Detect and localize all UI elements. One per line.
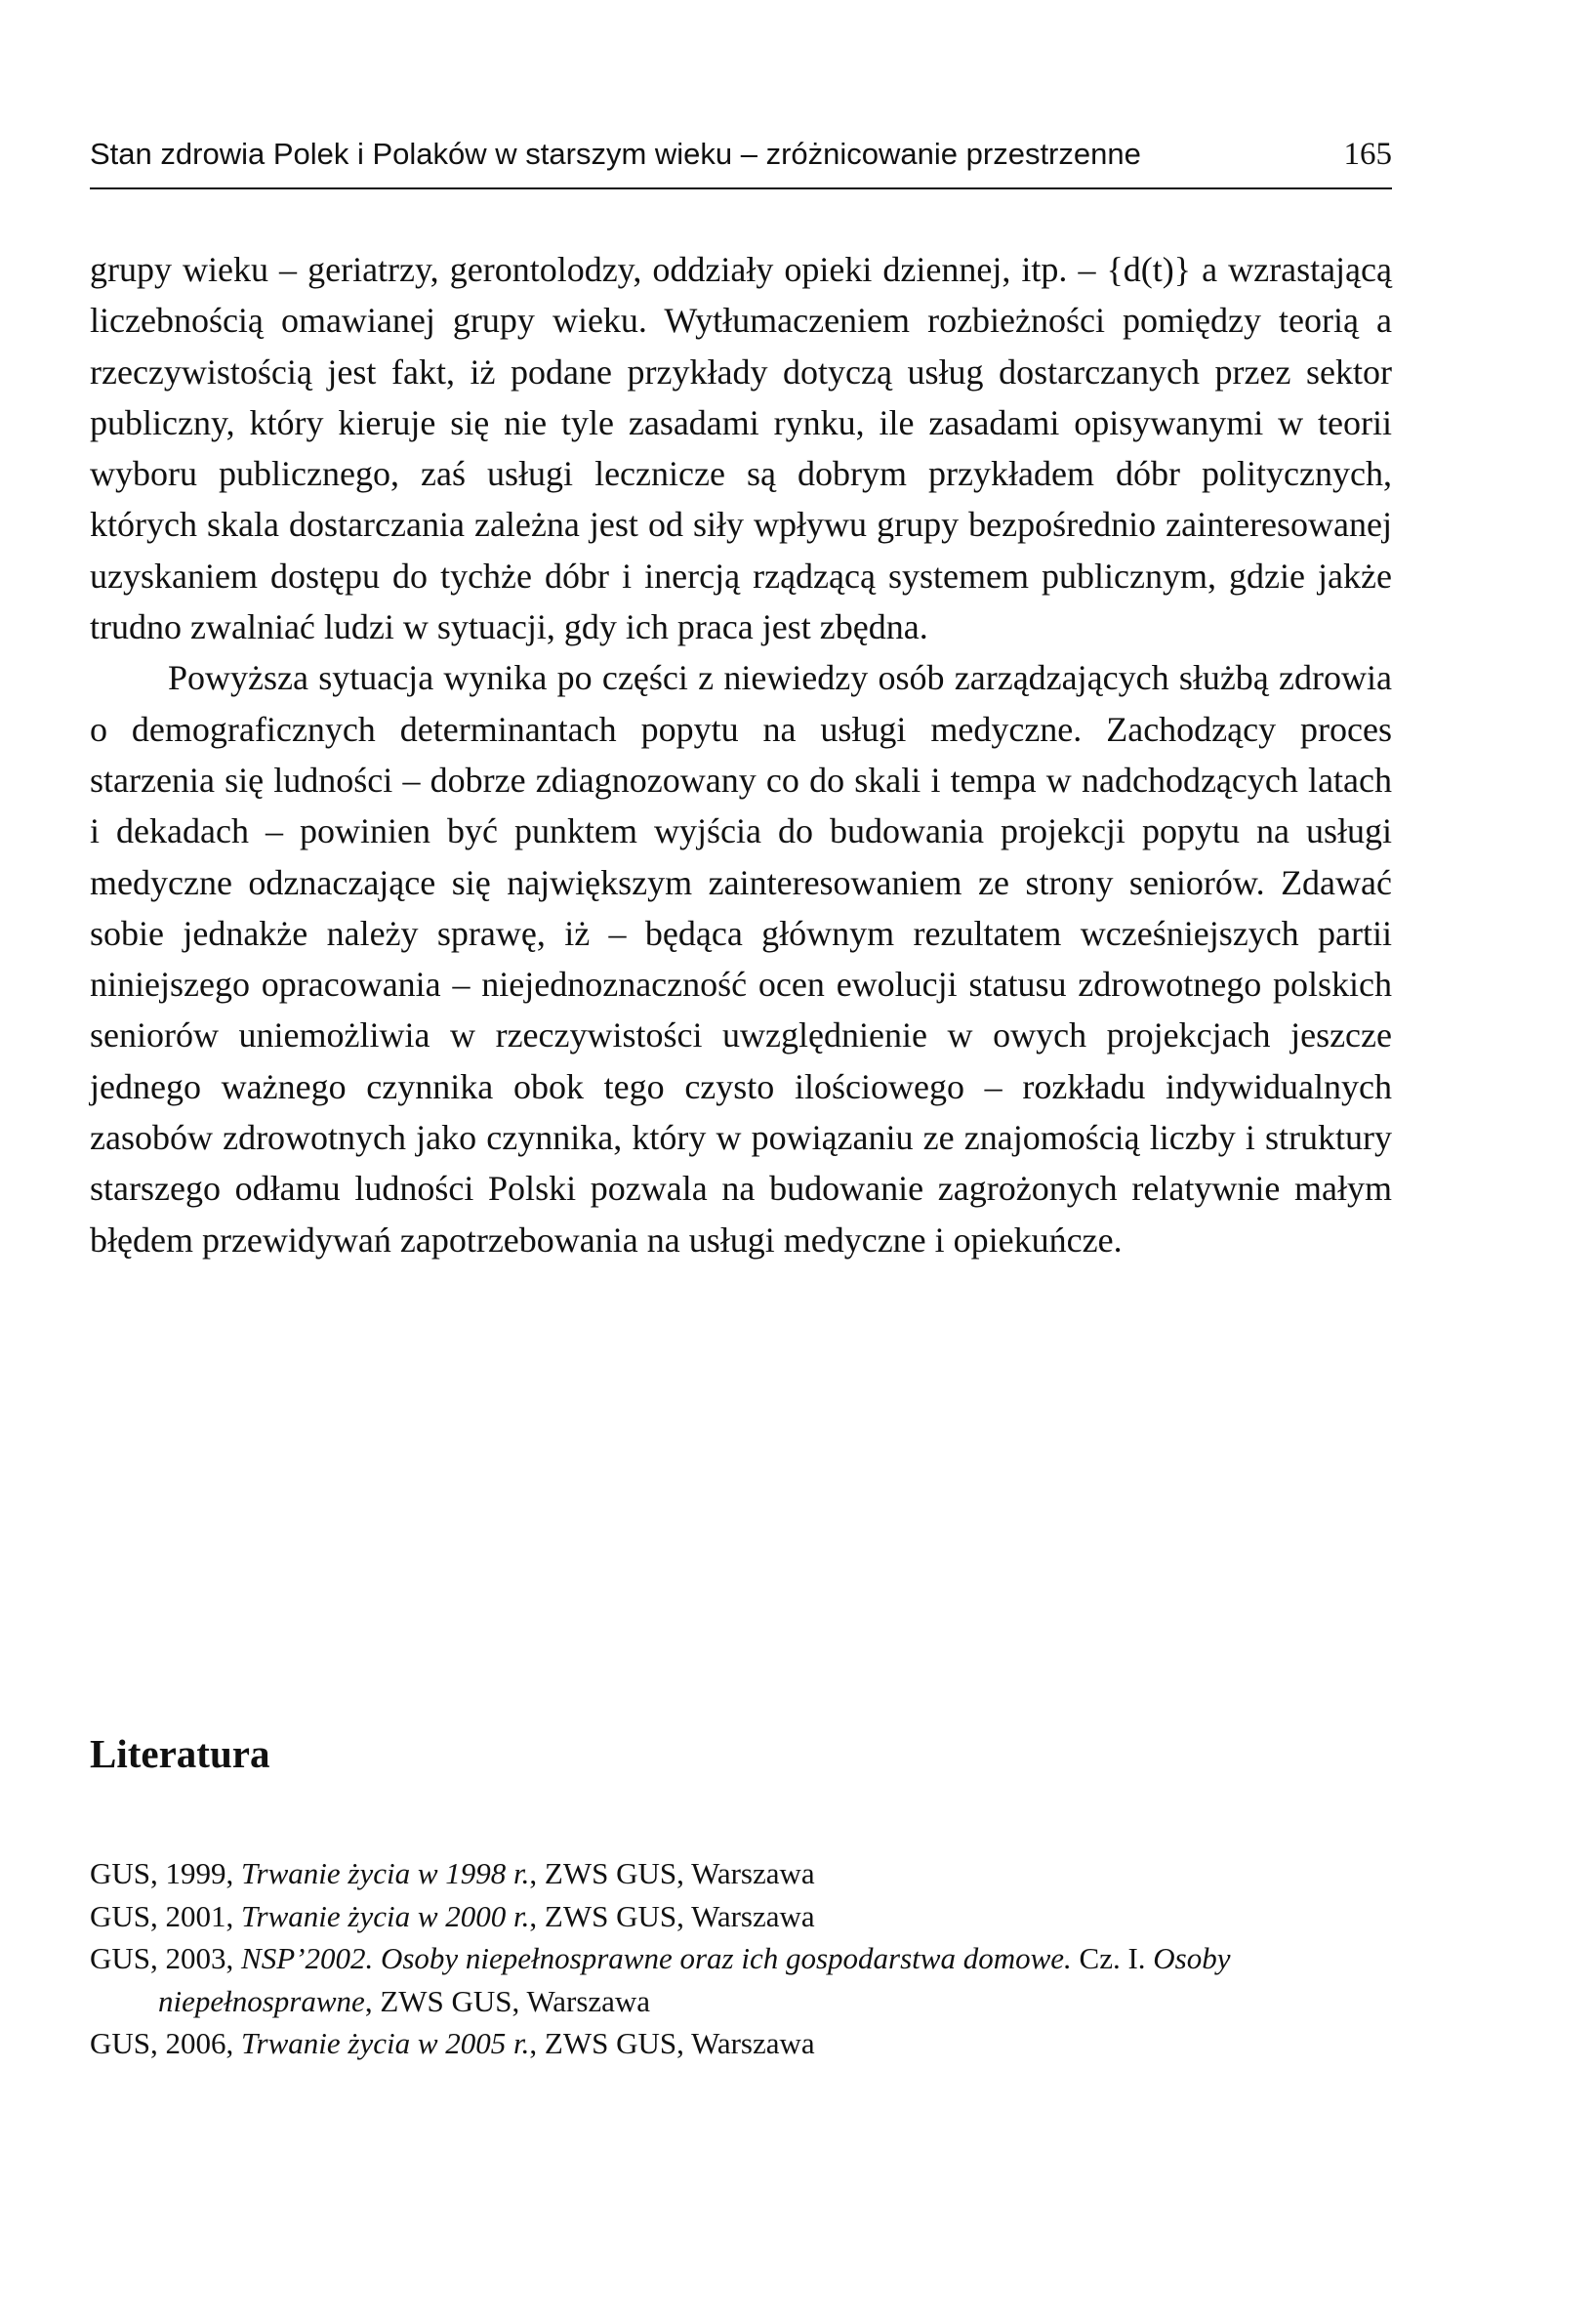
- reference-item: [90, 1937, 1398, 2022]
- body-text: [90, 244, 1392, 1265]
- page-number: 165: [1343, 137, 1392, 172]
- reference-item: [90, 1852, 1398, 1895]
- reference-publisher: , ZWS GUS, Warszawa: [529, 1898, 815, 1933]
- reference-publisher: , ZWS GUS, Warszawa: [529, 1856, 815, 1890]
- section-heading-literatura: Literatura: [90, 1731, 270, 1776]
- reference-list: [90, 1852, 1398, 2065]
- reference-author-year: GUS, 2003,: [90, 1941, 242, 1975]
- reference-publisher: , ZWS GUS, Warszawa: [364, 1983, 651, 2018]
- reference-title: NSP’2002. Osoby niepełnosprawne oraz ich gospodarstwa domowe.: [241, 1941, 1072, 1975]
- reference-title: Trwanie życia w 1998 r.: [241, 1856, 530, 1890]
- reference-author-year: GUS, 2001,: [90, 1898, 242, 1933]
- reference-author-year: GUS, 2006,: [90, 2026, 242, 2060]
- paragraph: grupy wieku – geriatrzy, gerontolodzy, oddziały opieki dziennej, itp. – {d(t)} a wzrastającą liczebnością omawianej grupy wieku. Wytłumaczeniem rozbieżności pomiędzy teorią a rzeczywistością jest fakt, iż podane przykłady dotyczą usług dostarczanych przez sektor publiczny, który kieruje się nie tyle zasadami rynku, ile zasadami opisywanymi w teorii wyboru publicznego, zaś usługi lecznicze są dobrym przykładem dóbr politycznych, których skala dostarczania zależna jest od siły wpływu grupy bezpośrednio zainteresowanej uzyskaniem dostępu do tychże dóbr i inercją rządzącą systemem publicznym, gdzie jakże trudno zwalniać ludzi w sytuacji, gdy ich praca jest zbędna.: [90, 250, 1392, 647]
- reference-author-year: GUS, 1999,: [90, 1856, 242, 1890]
- reference-part: Cz. I.: [1071, 1941, 1154, 1975]
- reference-title: Trwanie życia w 2000 r.: [241, 1898, 530, 1933]
- reference-item: [90, 2022, 1398, 2065]
- paragraph: Powyższa sytuacja wynika po części z niewiedzy osób zarządzających służbą zdrowia o demograficznych determinantach popytu na usługi medyczne. Zachodzący proces starzenia się ludności – dobrze zdiagnozowany co do skali i tempa w nadchodzących latach i dekadach – powinien być punktem wyjścia do budowania projekcji popytu na usługi medyczne odznaczające się największym zainteresowaniem ze strony seniorów. Zdawać sobie jednakże należy sprawę, iż – będąca głównym rezultatem wcześniejszych partii niniejszego opracowania – niejednoznaczność ocen ewolucji statusu zdrowotnego polskich seniorów uniemożliwia w rzeczywistości uwzględnienie w owych projekcjach jeszcze jednego ważnego czynnika obok tego czysto ilościowego – rozkładu indywidualnych zasobów zdrowotnych jako czynnika, który w powiązaniu ze znajomością liczby i struktury starszego odłamu ludności Polski pozwala na budowanie zagrożonych relatywnie małym błędem przewidywań zapotrzebowania na usługi medyczne i opiekuńcze.: [90, 658, 1392, 1260]
- running-header: [90, 133, 1392, 189]
- reference-title: Trwanie życia w 2005 r.: [241, 2026, 530, 2060]
- reference-item: [90, 1895, 1398, 1938]
- reference-subtitle: Osoby niepełnosprawne: [158, 1941, 1231, 2018]
- reference-publisher: , ZWS GUS, Warszawa: [529, 2026, 815, 2060]
- running-title: Stan zdrowia Polek i Polaków w starszym wieku – zróżnicowanie przestrzenne: [90, 137, 1141, 171]
